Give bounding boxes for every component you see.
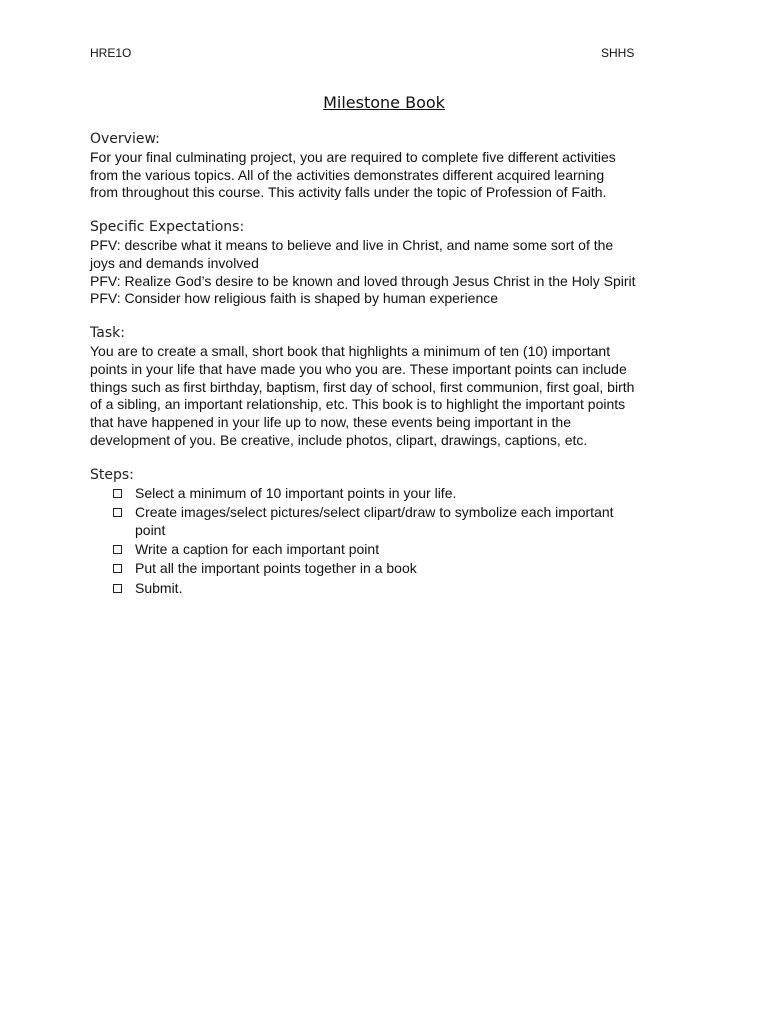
expectations-section xyxy=(90,219,690,308)
step-text: Submit. xyxy=(135,579,183,596)
step-text: point xyxy=(135,521,166,538)
task-line: of a sibling, an important relationship, etc. This book is to highlight the important points xyxy=(90,396,626,413)
step-item xyxy=(113,485,690,503)
overview-heading: Overview: xyxy=(90,131,160,147)
task-line: points in your life that have made you who you are. These important points can include xyxy=(90,360,627,377)
expectation-line: PFV: Consider how religious faith is shaped by human experience xyxy=(90,290,499,307)
overview-line: from the various topics. All of the activities demonstrates different acquired learning xyxy=(90,166,605,183)
task-line: You are to create a small, short book that highlights a minimum of ten (10) important xyxy=(90,342,611,359)
checkbox-icon xyxy=(113,489,122,498)
task-line: development of you. Be creative, include photos, clipart, drawings, captions, etc. xyxy=(90,431,588,448)
checkbox-icon xyxy=(113,508,122,517)
expectations-heading: Specific Expectations: xyxy=(90,219,245,236)
task-text xyxy=(90,343,690,450)
task-section xyxy=(90,325,690,450)
step-item xyxy=(113,504,690,540)
overview-line: For your final culminating project, you are required to complete five different activities xyxy=(90,148,616,165)
expectation-line: PFV: Realize God’s desire to be known and loved through Jesus Christ in the Holy Spirit xyxy=(90,272,636,289)
expectation-line: joys and demands involved xyxy=(90,254,259,271)
steps-heading: Steps: xyxy=(90,466,134,483)
school-name: SHHS xyxy=(601,46,635,60)
task-line: things such as first birthday, baptism, first day of school, first communion, first goal, birth xyxy=(90,378,635,395)
step-text: Put all the important points together in a book xyxy=(135,560,417,577)
page-title: Milestone Book xyxy=(323,93,445,112)
steps-list xyxy=(90,485,690,598)
checkbox-icon xyxy=(113,584,122,593)
step-item xyxy=(113,580,690,598)
step-text: Write a caption for each important point xyxy=(135,540,380,557)
step-text: Select a minimum of 10 important points in your life. xyxy=(135,484,457,501)
step-item xyxy=(113,560,690,578)
steps-section xyxy=(90,467,690,598)
checkbox-icon xyxy=(113,545,122,554)
document-body xyxy=(90,131,690,614)
checkbox-icon xyxy=(113,564,122,573)
overview-line: from throughout this course. This activity falls under the topic of Profession of Faith. xyxy=(90,184,607,201)
overview-section xyxy=(90,131,690,202)
step-text: Create images/select pictures/select clipart/draw to symbolize each important xyxy=(135,503,614,520)
expectations-text xyxy=(90,237,690,308)
overview-text xyxy=(90,149,690,202)
task-line: that have happened in your life up to now, these events being important in the xyxy=(90,414,571,431)
course-code: HRE1O xyxy=(90,46,132,60)
step-item xyxy=(113,541,690,559)
expectation-line: PFV: describe what it means to believe and live in Christ, and name some sort of the xyxy=(90,236,614,253)
task-heading: Task: xyxy=(90,325,125,342)
